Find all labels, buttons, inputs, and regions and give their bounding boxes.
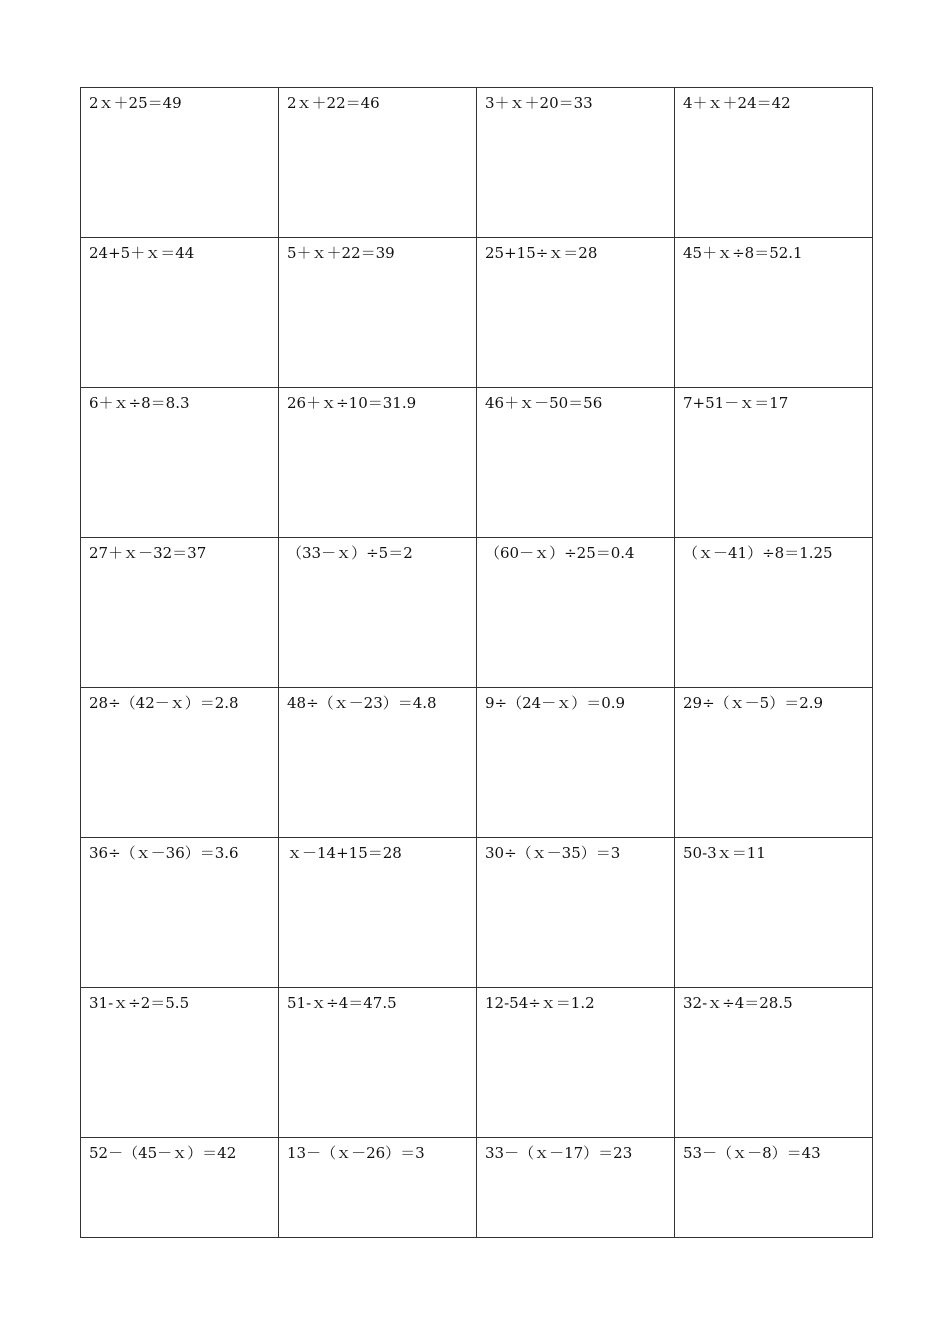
- equation-text: 51-ｘ÷4＝47.5: [287, 994, 397, 1012]
- equation-cell: [477, 388, 675, 538]
- equation-text: 4＋ｘ＋24＝42: [683, 94, 791, 112]
- equation-cell: [675, 538, 873, 688]
- equation-text: 31-ｘ÷2＝5.5: [89, 994, 190, 1012]
- equation-text: 52－（45－ｘ）＝42: [89, 1144, 237, 1162]
- equation-cell: [675, 1138, 873, 1238]
- equation-cell: [279, 988, 477, 1138]
- equation-cell: [81, 238, 279, 388]
- equation-cell: [279, 838, 477, 988]
- equation-text: 12-54÷ｘ＝1.2: [485, 994, 595, 1012]
- equation-text: 2ｘ＋25＝49: [89, 94, 182, 112]
- equation-text: 50-3ｘ＝11: [683, 844, 766, 862]
- worksheet-row: [81, 988, 873, 1138]
- equation-cell: [477, 238, 675, 388]
- worksheet-row: [81, 688, 873, 838]
- equation-text: 6＋ｘ÷8＝8.3: [89, 394, 190, 412]
- equation-cell: [81, 388, 279, 538]
- worksheet-row: [81, 238, 873, 388]
- equation-cell: [279, 388, 477, 538]
- equation-text: 32-ｘ÷4＝28.5: [683, 994, 793, 1012]
- equation-text: 27＋ｘ－32＝37: [89, 544, 207, 562]
- equation-cell: [81, 688, 279, 838]
- equation-cell: [279, 88, 477, 238]
- equation-cell: [675, 688, 873, 838]
- equation-cell: [81, 1138, 279, 1238]
- equation-text: 46＋ｘ－50＝56: [485, 394, 603, 412]
- worksheet-row: [81, 838, 873, 988]
- equation-text: 5＋ｘ＋22＝39: [287, 244, 395, 262]
- equation-cell: [81, 988, 279, 1138]
- equation-text: 28÷（42－ｘ）＝2.8: [89, 694, 239, 712]
- equation-cell: [477, 988, 675, 1138]
- equation-text: 53－（ｘ－8）＝43: [683, 1144, 821, 1162]
- equation-text: 29÷（ｘ－5）＝2.9: [683, 694, 824, 712]
- equation-text: 13－（ｘ－26）＝3: [287, 1144, 425, 1162]
- equation-text: 3＋ｘ＋20＝33: [485, 94, 593, 112]
- equation-cell: [477, 838, 675, 988]
- equation-cell: [81, 88, 279, 238]
- equation-cell: [477, 88, 675, 238]
- equation-cell: [477, 688, 675, 838]
- worksheet-row: [81, 388, 873, 538]
- equation-text: （ｘ－41）÷8＝1.25: [683, 544, 833, 562]
- equation-cell: [675, 988, 873, 1138]
- worksheet-row: [81, 1138, 873, 1238]
- equation-text: 2ｘ＋22＝46: [287, 94, 380, 112]
- equation-cell: [675, 388, 873, 538]
- equation-cell: [279, 688, 477, 838]
- worksheet-row: [81, 88, 873, 238]
- equation-cell: [81, 838, 279, 988]
- equation-cell: [279, 538, 477, 688]
- equation-text: 24+5＋ｘ＝44: [89, 244, 195, 262]
- equation-text: 30÷（ｘ－35）＝3: [485, 844, 621, 862]
- equation-cell: [675, 838, 873, 988]
- equation-cell: [477, 538, 675, 688]
- equation-text: （60－ｘ）÷25＝0.4: [485, 544, 635, 562]
- equation-text: 7+51－ｘ＝17: [683, 394, 789, 412]
- equation-text: ｘ－14+15＝28: [287, 844, 402, 862]
- equation-text: 36÷（ｘ－36）＝3.6: [89, 844, 239, 862]
- equation-text: 33－（ｘ－17）＝23: [485, 1144, 633, 1162]
- equation-cell: [675, 238, 873, 388]
- equation-text: （33－ｘ）÷5＝2: [287, 544, 413, 562]
- equation-text: 48÷（ｘ－23）＝4.8: [287, 694, 437, 712]
- equation-worksheet-table: [80, 87, 873, 1238]
- equation-text: 45＋ｘ÷8＝52.1: [683, 244, 803, 262]
- equation-cell: [279, 1138, 477, 1238]
- worksheet-row: [81, 538, 873, 688]
- equation-text: 26＋ｘ÷10＝31.9: [287, 394, 417, 412]
- equation-cell: [81, 538, 279, 688]
- equation-text: 25+15÷ｘ＝28: [485, 244, 598, 262]
- equation-cell: [279, 238, 477, 388]
- equation-text: 9÷（24－ｘ）＝0.9: [485, 694, 626, 712]
- equation-cell: [675, 88, 873, 238]
- equation-cell: [477, 1138, 675, 1238]
